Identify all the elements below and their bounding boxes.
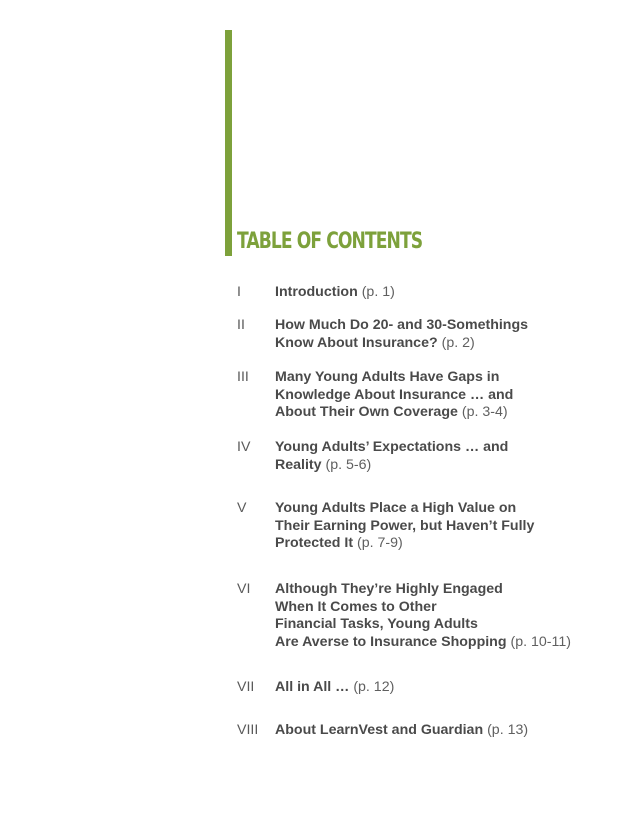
toc-entry-title-line: Protected It: [275, 535, 354, 551]
toc-entry-title-line: Many Young Adults Have Gaps in: [275, 369, 500, 385]
toc-entry-text: [275, 581, 630, 651]
toc-numeral: II: [237, 317, 245, 333]
toc-numeral: I: [237, 284, 241, 300]
toc-entry-page: (p. 5-6): [325, 456, 372, 473]
toc-entry-title-line: Their Earning Power, but Haven’t Fully: [275, 517, 535, 534]
toc-entry-page: (p. 10-11): [510, 633, 571, 650]
toc-entry-title-line: When It Comes to Other: [275, 598, 437, 615]
toc-entry-title-line: Young Adults Place a High Value on: [275, 500, 517, 516]
toc-entry-title-line: About Their Own Coverage: [275, 404, 458, 420]
toc-entry-text: [275, 369, 630, 422]
toc-entry-title-line: How Much Do 20- and 30-Somethings: [275, 317, 529, 333]
toc-entry-text: [275, 284, 630, 302]
toc-heading: TABLE OF CONTENTS: [237, 229, 423, 254]
toc-entry-text: [275, 679, 630, 697]
toc-numeral: VII: [237, 679, 255, 695]
toc-entry-title-line: Young Adults’ Expectations … and: [275, 439, 509, 455]
accent-bar: [225, 30, 232, 256]
toc-entry-title: Introduction: [275, 284, 358, 300]
toc-entry-text: [275, 500, 630, 553]
toc-entry-title-line: Although They’re Highly Engaged: [275, 581, 503, 597]
toc-entry-page: (p. 1): [361, 284, 395, 300]
toc-numeral: III: [237, 369, 249, 385]
toc-entry-text: [275, 439, 630, 474]
toc-entry-page: (p. 12): [353, 679, 395, 695]
toc-entry-text: [275, 722, 630, 740]
toc-entry-title-line: Reality: [275, 456, 322, 473]
toc-entry-title: About LearnVest and Guardian: [275, 722, 484, 738]
toc-entry-text: [275, 317, 630, 352]
toc-entry-page: (p. 7-9): [357, 535, 403, 551]
toc-entry-page: (p. 13): [487, 722, 529, 738]
toc-entry-page: (p. 2): [441, 334, 475, 351]
toc-entry-title-line: Know About Insurance?: [275, 334, 438, 351]
toc-entry-title-line: Knowledge About Insurance … and: [275, 386, 514, 403]
toc-numeral: VIII: [237, 722, 259, 738]
toc-entry-title-line: Financial Tasks, Young Adults: [275, 616, 478, 632]
toc-entry-title-line: Are Averse to Insurance Shopping: [275, 633, 507, 650]
toc-entry-page: (p. 3-4): [461, 404, 508, 420]
toc-entry-title: All in All …: [275, 679, 350, 695]
toc-numeral: IV: [237, 439, 251, 455]
toc-numeral: V: [237, 500, 247, 516]
toc-numeral: VI: [237, 581, 251, 597]
